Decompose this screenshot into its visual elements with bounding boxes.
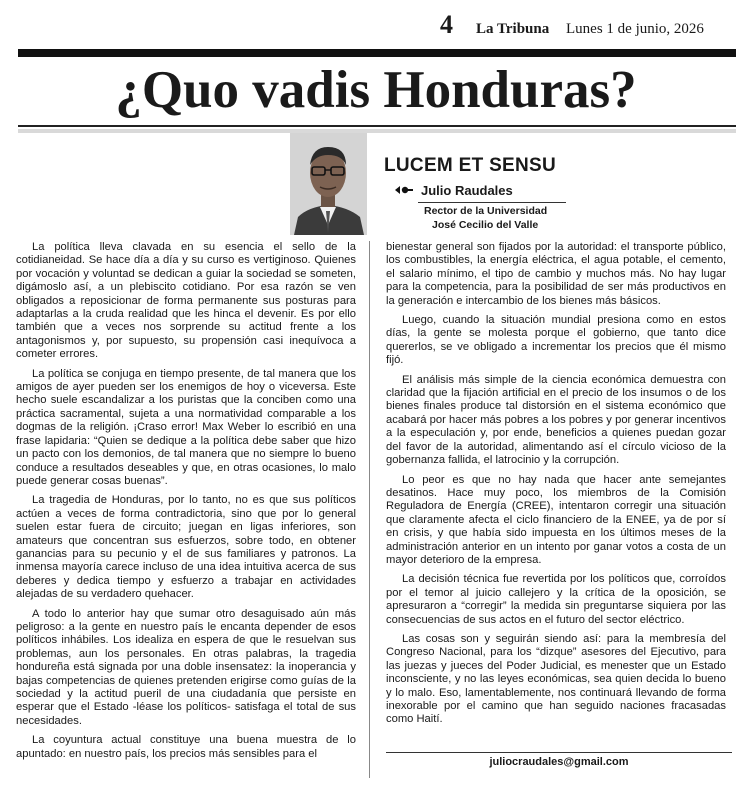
column-name: LUCEM ET SENSU — [384, 155, 557, 176]
paragraph: Las cosas son y seguirán siendo así: para la membresía del Congreso Nacional, para los “dizque” asesores del Ejecutivo, para las juezas y jueces del Poder Judicial, es menester que un Estado inconsciente, y no las leyes económicas, sea quien decida lo bueno y lo malo. Eso, lamentablemente, nos continuará llevando de forma inexorable por el camino que han seguido naciones fracasadas como Haití. — [386, 632, 726, 726]
author-name: Julio Raudales — [421, 183, 513, 198]
page-number: 4 — [440, 10, 453, 39]
author-photo — [290, 133, 367, 235]
author-byline — [395, 183, 513, 198]
headline-shadow-rule — [18, 129, 736, 133]
column-divider — [369, 241, 370, 778]
paragraph-continuation: bienestar general son fijados por la autoridad: el transporte público, los combustibles, la energía eléctrica, el agua potable, el cemento, el salario mínimo, el tipo de cambio y muchos más. No hay lugar para la competencia, para la posibilidad de ser más productivos en la generación e intercambio de los bienes más básicos. — [386, 241, 726, 307]
arrow-bullet-icon — [395, 183, 413, 198]
paragraph: Luego, cuando la situación mundial presiona como en estos días, la gente se molesta porque el gobierno, que tanto dice quererlos, se ve obligado a incrementar los precios que él mismo fijó. — [386, 314, 726, 367]
paragraph: La coyuntura actual constituye una buena muestra de lo apuntado: en nuestro país, los precios más sensibles para el — [16, 734, 356, 760]
paragraph: La tragedia de Honduras, por lo tanto, no es que sus políticos actúen a veces de forma contradictoria, sino que por lo general suelen estar fuera de circuito; juegan en ligas inferiores, son amateurs que concentran sus esfuerzos, sobre todo, en obtener ganancias para su pecunio y el de sus familiares y patronos. La inmensa mayoría carece incluso de una idea intuitiva acerca de sus deberes y dedica tiempo y esfuerzo a trabajar en actividades alejadas de su verdadero quehacer. — [16, 494, 356, 601]
author-email[interactable]: juliocraudales@gmail.com — [489, 756, 629, 768]
paragraph: Lo peor es que no hay nada que hacer ante semejantes desatinos. Hace muy poco, los miembros de la Comisión Reguladora de Energía (CREE), intentaron corregir una situación que claramente afecta el ciclo financiero de la ENEE, ya de por sí en crisis, y que había sido impuesta en los últimos meses de la administración anterior en un intento por ganar votos a costa de un mayor deterioro de la empresa. — [386, 473, 726, 566]
newspaper-name: La Tribuna — [476, 21, 550, 37]
headline-rule — [18, 125, 736, 127]
paragraph: A todo lo anterior hay que sumar otro desaguisado aún más peligroso: a la gente en nuestro país le encanta depender de esos políticos inhábiles. Los idealiza en espera de que le resuelvan sus problemas, aun los personales. En otras palabras, la tragedia hondureña está signada por una doble insensatez: la inoperancia y bajas competencias de quienes pretenden erigirse como guías de la sociedad y la actitud pueril de una ciudadanía que persiste en esperar que el Estado -léase los políticos- satisfaga el total de sus necesidades. — [16, 607, 356, 727]
author-rule — [418, 202, 566, 203]
paragraph: La política lleva clavada en su esencia el sello de la cotidianeidad. Se hace día a día y su curso es vertiginoso. Quienes por vocación y voluntad se dedican a guiar la sociedad se someten, digámoslo así, a un plebiscito cotidiano. Por esa razón se ven obligados a reposicionar de forma permanente sus posturas para adaptarlas a la cruda realidad que les hinca el devenir. Es por ello también que a veces nos sorprende su actitud frente a los antagonismos y, por supuesto, su propensión casi inequívoca a cometer errores. — [16, 241, 356, 361]
email-rule — [386, 752, 732, 753]
article-column-right — [386, 241, 726, 733]
paragraph: La política se conjuga en tiempo presente, de tal manera que los amigos de ayer pueden ser los enemigos de hoy o viceversa. Este hecho suele escandalizar a los puristas que la conciben como una práctica sacramental, sujeta a una normatividad comparable a los dogmas de la religión. ¡Craso error! Max Weber lo escribió en una frase lapidaria: “Quien se dedique a la política debe saber que hizo un pacto con los demonios, de tal manera que no siempre lo bueno conduce a resultados deseables y que, en otras ocasiones, lo malo puede generar cosas buenas”. — [16, 367, 356, 487]
page-header — [440, 10, 740, 40]
author-role-line2: José Cecilio del Valle — [432, 219, 539, 231]
article-column-left — [16, 241, 356, 767]
issue-date: Lunes 1 de junio, 2026 — [566, 21, 704, 37]
paragraph: El análisis más simple de la ciencia económica demuestra con claridad que la fijación artificial en el precio de los insumos o de los bienes finales produce tal distorsión en el sistema económico que acabará por hacer más pobres a los pobres y por generar incentivos a la especulación y, por ende, beneficios a quienes puedan gozar del favor de la autoridad, alimentando así el círculo vicioso de la gobernanza fallida, el latrocinio y la corrupción. — [386, 373, 726, 467]
headline: ¿Quo vadis Honduras? — [115, 61, 637, 119]
author-role-line1: Rector de la Universidad — [424, 205, 548, 217]
paragraph: La decisión técnica fue revertida por los políticos que, corroídos por el temor al juicio callejero y la crítica de la oposición, se apresuraron a “corregir” la medida sin preguntarse siquiera por las consecuencias de sus actos en el futuro del sector eléctrico. — [386, 573, 726, 626]
top-rule — [18, 49, 736, 57]
